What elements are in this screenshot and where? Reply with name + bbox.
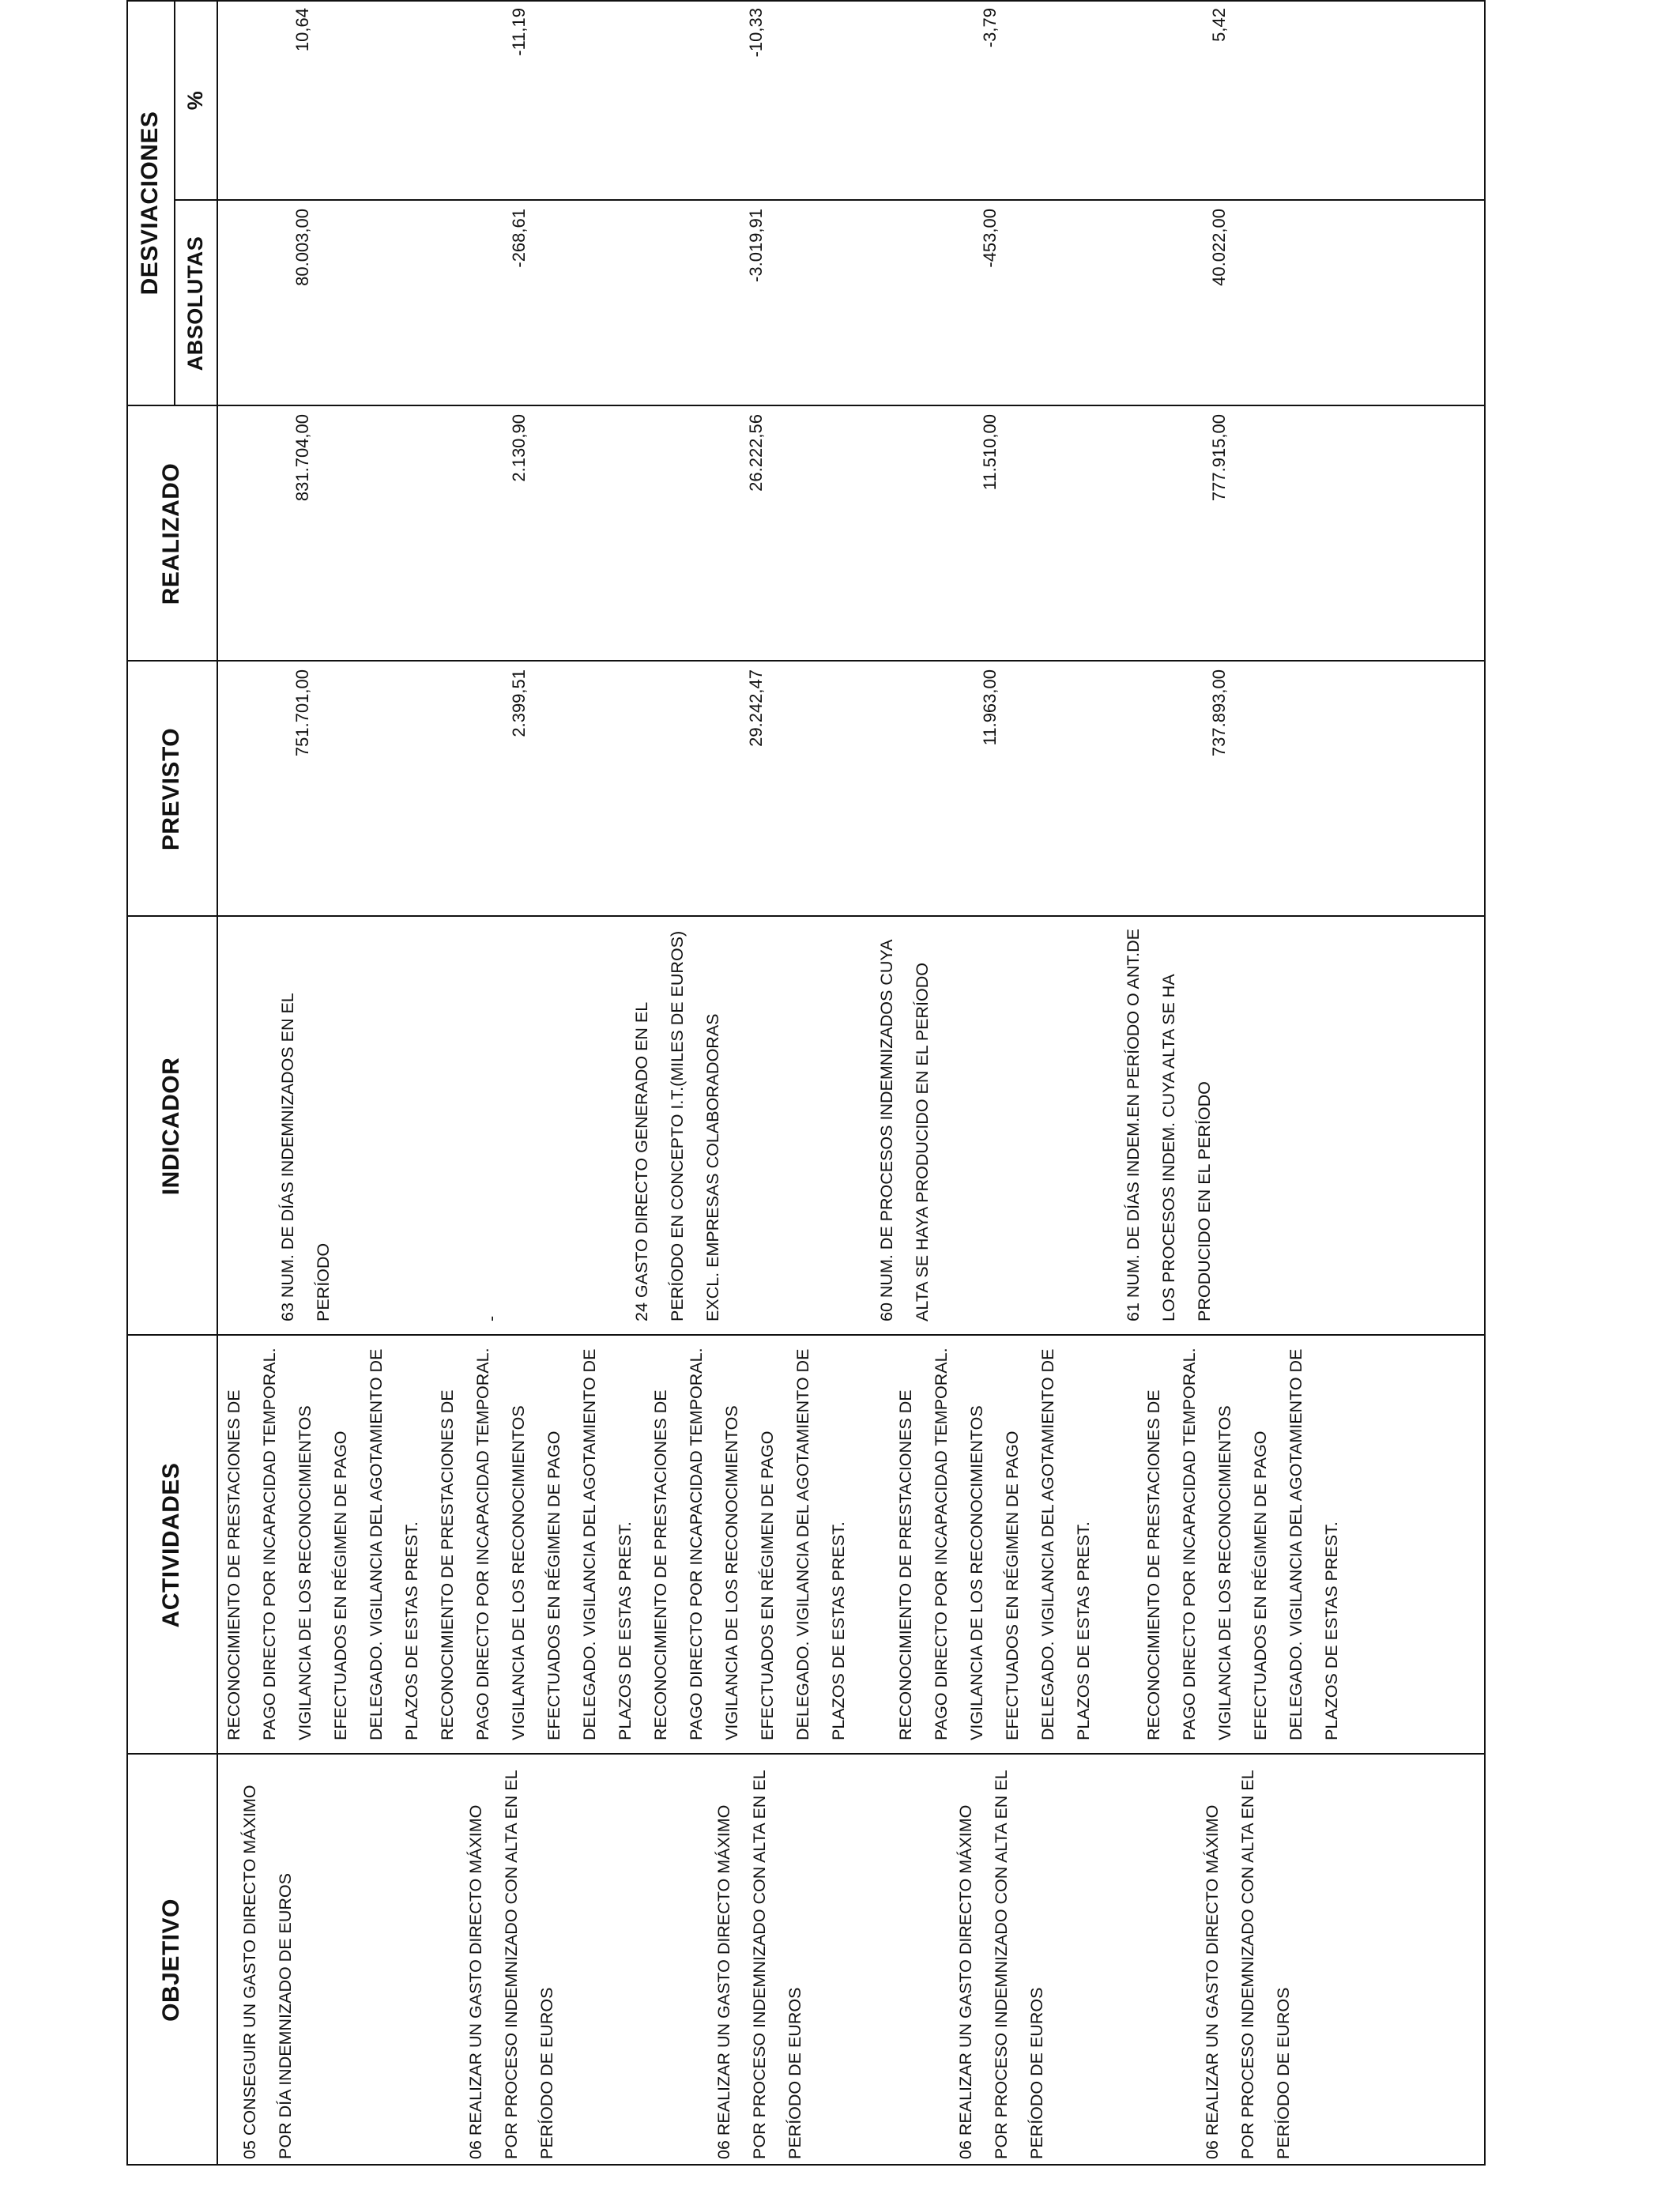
row5-actividades: RECONOCIMIENTO DE PRESTACIONES DE PAGO DIRECTO POR INCAPACIDAD TEMPORAL. VIGILANCIA DE LOS RECONOCIMIENTOS EFECTUADOS EN RÉGIMEN DE PAGO DELEGADO. VIGILANCIA DEL AGOTAMIENTO DE PLAZOS DE ESTAS PREST.	[1144, 1348, 1341, 1740]
row5-objetivo: 06 REALIZAR UN GASTO DIRECTO MÁXIMO POR PROCESO INDEMNIZADO CON ALTA EN EL PERÍODO DE EUROS	[1203, 1770, 1293, 2159]
header-actividades: ACTIVIDADES	[158, 1462, 184, 1628]
header-absolutas: ABSOLUTAS	[183, 236, 207, 371]
row1-absolutas: 80.003,00	[292, 209, 312, 286]
row4-porcentaje: -3,79	[980, 8, 1000, 48]
row3-actividades: RECONOCIMIENTO DE PRESTACIONES DE PAGO DIRECTO POR INCAPACIDAD TEMPORAL. VIGILANCIA DE LOS RECONOCIMIENTOS EFECTUADOS EN RÉGIMEN DE PAGO DELEGADO. VIGILANCIA DEL AGOTAMIENTO DE PLAZOS DE ESTAS PREST.	[651, 1348, 848, 1740]
row2-actividades: RECONOCIMIENTO DE PRESTACIONES DE PAGO DIRECTO POR INCAPACIDAD TEMPORAL. VIGILANCIA DE LOS RECONOCIMIENTOS EFECTUADOS EN RÉGIMEN DE PAGO DELEGADO. VIGILANCIA DEL AGOTAMIENTO DE PLAZOS DE ESTAS PREST.	[438, 1348, 635, 1740]
header-previsto: PREVISTO	[158, 727, 184, 851]
header-indicador: INDICADOR	[158, 1057, 184, 1196]
row5-previsto: 737.893,00	[1209, 669, 1229, 757]
col-divider	[126, 660, 1486, 662]
row2-indicador: -	[482, 1315, 501, 1321]
col-divider	[126, 1334, 1486, 1336]
row5-realizado: 777.915,00	[1209, 414, 1229, 502]
row1-objetivo: 05 CONSEGUIR UN GASTO DIRECTO MÁXIMO POR DÍA INDEMNIZADO DE EUROS	[240, 1785, 295, 2159]
row3-previsto: 29.242,47	[746, 669, 766, 747]
header-objetivo: OBJETIVO	[158, 1898, 184, 2022]
row4-objetivo: 06 REALIZAR UN GASTO DIRECTO MÁXIMO POR PROCESO INDEMNIZADO CON ALTA EN EL PERÍODO DE EUROS	[956, 1770, 1046, 2159]
header-bottom-line	[217, 0, 218, 2166]
row3-indicador: 24 GASTO DIRECTO GENERADO EN EL PERÍODO EN CONCEPTO I.T.(MILES DE EUROS) EXCL. EMPRESAS COLABORADORAS	[632, 930, 722, 1321]
row2-realizado: 2.130,90	[509, 414, 529, 482]
row1-porcentaje: 10,64	[292, 8, 312, 52]
row2-objetivo: 06 REALIZAR UN GASTO DIRECTO MÁXIMO POR PROCESO INDEMNIZADO CON ALTA EN EL PERÍODO DE EUROS	[466, 1770, 556, 2159]
row3-porcentaje: -10,33	[746, 8, 766, 58]
row4-previsto: 11.963,00	[980, 669, 1000, 746]
col-divider	[126, 1753, 1486, 1755]
row5-porcentaje: 5,42	[1209, 8, 1229, 42]
row2-previsto: 2.399,51	[509, 669, 529, 737]
row4-absolutas: -453,00	[980, 209, 1000, 268]
row1-actividades: RECONOCIMIENTO DE PRESTACIONES DE PAGO DIRECTO POR INCAPACIDAD TEMPORAL. VIGILANCIA DE LOS RECONOCIMIENTOS EFECTUADOS EN RÉGIMEN DE PAGO DELEGADO. VIGILANCIA DEL AGOTAMIENTO DE PLAZOS DE ESTAS PREST.	[224, 1348, 421, 1740]
header-desviaciones: DESVIACIONES	[137, 111, 163, 296]
row2-absolutas: -268,61	[509, 209, 529, 268]
col-divider	[126, 915, 1486, 917]
col-divider	[174, 199, 1486, 201]
row4-indicador: 60 NUM. DE PROCESOS INDEMNIZADOS CUYA ALTA SE HAYA PRODUCIDO EN EL PERÍODO	[877, 940, 932, 1321]
row3-realizado: 26.222,56	[746, 414, 766, 492]
row1-realizado: 831.704,00	[292, 414, 312, 502]
row3-objetivo: 06 REALIZAR UN GASTO DIRECTO MÁXIMO POR PROCESO INDEMNIZADO CON ALTA EN EL PERÍODO DE EUROS	[714, 1770, 804, 2159]
row3-absolutas: -3.019,91	[746, 209, 766, 282]
row5-absolutas: 40.022,00	[1209, 209, 1229, 286]
row4-actividades: RECONOCIMIENTO DE PRESTACIONES DE PAGO DIRECTO POR INCAPACIDAD TEMPORAL. VIGILANCIA DE LOS RECONOCIMIENTOS EFECTUADOS EN RÉGIMEN DE PAGO DELEGADO. VIGILANCIA DEL AGOTAMIENTO DE PLAZOS DE ESTAS PREST.	[896, 1348, 1093, 1740]
row5-indicador: 61 NUM. DE DÍAS INDEM.EN PERÍODO O ANT.DE LOS PROCESOS INDEM. CUYA ALTA SE HA PRODUCIDO EN EL PERÍODO	[1124, 929, 1214, 1321]
rotated-table-sheet	[126, 0, 1486, 2166]
header-porcentaje: %	[183, 90, 207, 111]
col-divider	[126, 405, 1486, 406]
row4-realizado: 11.510,00	[980, 414, 1000, 491]
row1-indicador: 63 NUM. DE DÍAS INDEMNIZADOS EN EL PERÍODO	[278, 993, 333, 1321]
row1-previsto: 751.701,00	[292, 669, 312, 757]
row2-porcentaje: -11,19	[509, 8, 529, 56]
header-realizado: REALIZADO	[158, 462, 184, 605]
